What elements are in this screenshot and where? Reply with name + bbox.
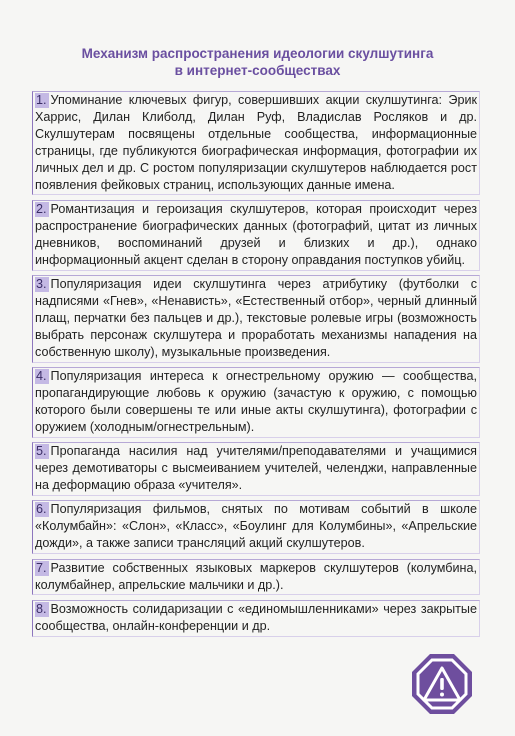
item-text: Пропаганда насилия над учителями/преподавателями и учащимися через демотиваторы с высмеиванием учителей, челенджи, направленные на деформацию образа «учителя». (35, 444, 477, 493)
item-number: 2. (36, 201, 47, 216)
item-number: 4. (36, 369, 47, 384)
list-item (35, 276, 477, 361)
list-item (35, 368, 477, 436)
item-number: 7. (36, 560, 47, 575)
item-text: Возможность солидаризации с «единомышленниками» через закрытые сообщества, онлайн-конференции и др. (35, 601, 477, 633)
list-item (35, 443, 477, 494)
list-item (35, 601, 477, 635)
list-item (35, 92, 477, 193)
list-item (35, 560, 477, 594)
item-number: 8. (36, 601, 47, 616)
item-text: Популяризация фильмов, снятых по мотивам событий в школе «Колумбайн»: «Слон», «Класс», «Боулинг для Колумбины», «Апрельские дожди», а также записи трансляций акций скулшутеров. (35, 502, 477, 551)
item-number: 6. (36, 502, 47, 517)
item-number: 5. (36, 444, 47, 459)
item-text: Упоминание ключевых фигур, совершивших акции скулшутинга: Эрик Харрис, Дилан Клиболд, Дилан Руф, Владислав Росляков и др. Скулшутерам посвящены отдельные сообщества, информационные страницы, где публикуются биографическая информация, фотографии их личных дел и др. С ростом популяризации скулшутеров наблюдается рост появления фейковых страниц, использующих данные имена. (35, 93, 477, 192)
page-title (24, 46, 491, 79)
item-text: Романтизация и героизация скулшутеров, которая происходит через распространение биографических данных (фотографий, цитат из личных дневников, воспоминаний друзей и близких и др.), однако информационный акцент сделан в сторону оправдания поступков убийц. (35, 201, 477, 267)
list-item (35, 501, 477, 552)
item-number: 3. (36, 277, 47, 292)
list-item (35, 201, 477, 269)
item-text: Развитие собственных языковых маркеров скулшутеров (колумбина, колумбайнер, апрельские мальчики и др.). (35, 560, 477, 592)
page-title-line-2: в интернет-сообществах (174, 62, 341, 78)
item-number: 1. (36, 93, 47, 107)
page-title-line-1: Механизм распространения идеологии скулшутинга (81, 46, 434, 61)
mechanism-list (35, 92, 477, 642)
warning-sign-icon (410, 652, 474, 716)
item-text: Популяризация идеи скулшутинга через атрибутику (футболки с надписями «Гнев», «Ненависть», «Естественный отбор», черный длинный плащ, перчатки без пальцев и др.), текстовые ролевые игры (возможность выбрать персонаж скулшутера и проработать механизмы нападения на собственную школу), музыкальные произведения. (35, 277, 477, 359)
item-text: Популяризация интереса к огнестрельному оружию — сообщества, пропагандирующие любовь к оружию (зачастую к оружию, с помощью которого были совершены те или иные акты скулшутинга), фотографии с оружием (холодным/огнестрельным). (35, 369, 477, 434)
